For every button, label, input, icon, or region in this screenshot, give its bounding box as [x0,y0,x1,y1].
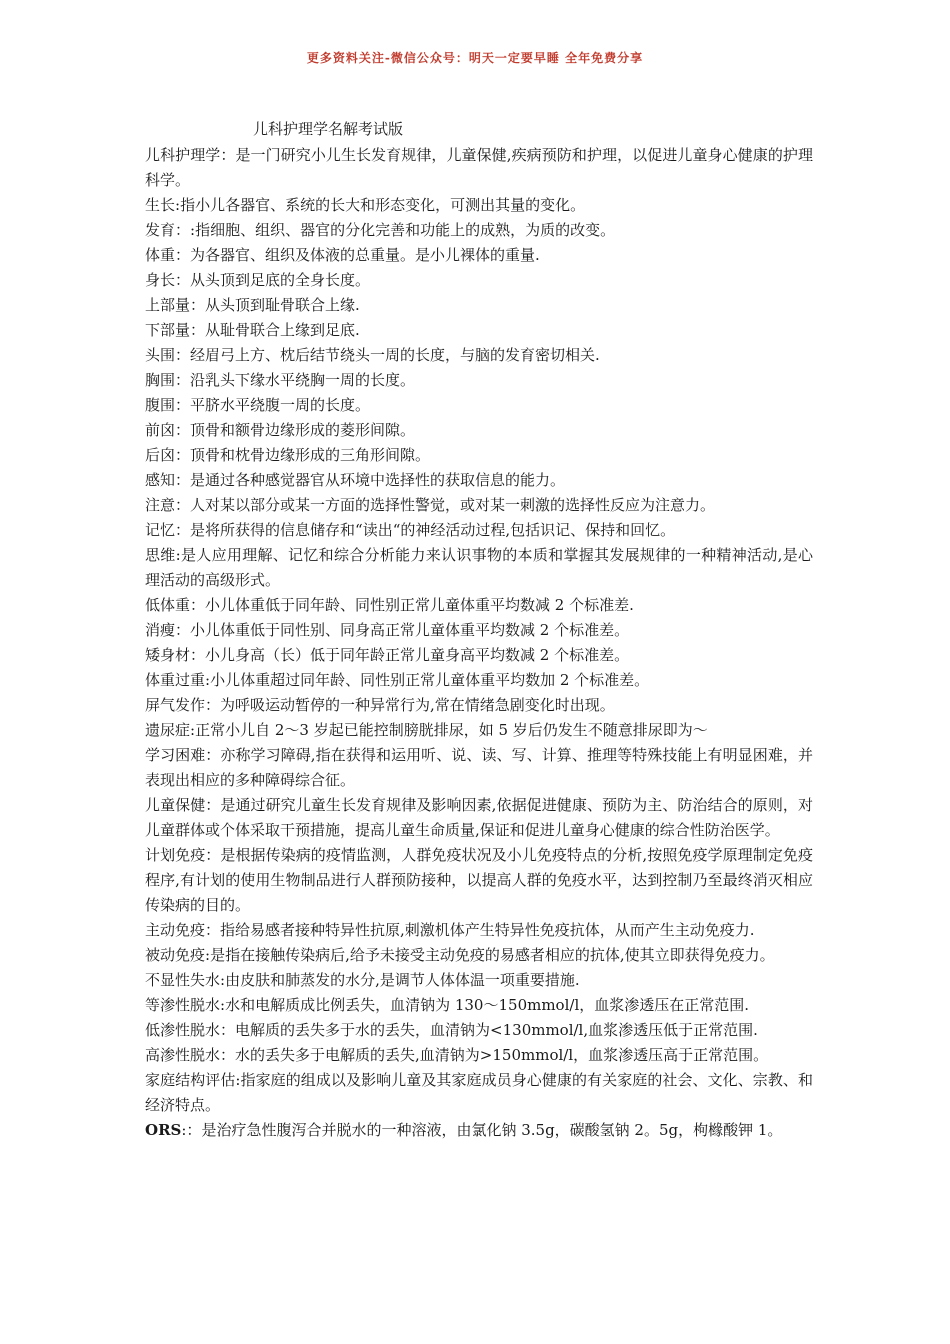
term-separator: ： [205,696,221,714]
definition-term: 身长 [145,271,176,289]
definition-term: 矮身材 [145,646,191,664]
definition-text: 小儿体重低于同年龄、同性别正常儿童体重平均数减 2 个标准差. [205,596,634,614]
definition-entry [145,1118,813,1143]
definition-term: 等渗性脱水 [145,996,221,1014]
definition-entry [145,443,813,468]
definition-text: 是治疗急性腹泻合并脱水的一种溶液，由氯化钠 3.5g，碳酸氢钠 2。5g，枸橼酸钾 1。 [201,1121,783,1139]
definition-entry [145,418,813,443]
definition-entry [145,668,813,693]
definition-term: 注意 [145,496,176,514]
term-separator: ： [175,371,191,389]
definition-entry [145,193,813,218]
top-banner: 更多资料关注-微信公众号：明天一定要早睡 全年免费分享 [306,51,644,65]
definition-text: 指细胞、组织、器官的分化完善和功能上的成熟，为质的改变。 [195,221,616,239]
definition-text: 是指在接触传染病后,给予未接受主动免疫的易感者相应的抗体,使其立即获得免疫力。 [210,946,775,964]
term-separator: ： [220,146,236,164]
definition-entry [145,468,813,493]
term-separator: :： [181,1121,202,1139]
definition-entry [145,393,813,418]
definition-entry [145,318,813,343]
definition-text: 亦称学习障碍,指在获得和运用听、说、读、写、计算、推理等特殊技能上有明显困难，并表现出相应的多种障碍综合征。 [145,746,813,789]
definition-entry [145,368,813,393]
definition-text: 从头顶到足底的全身长度。 [190,271,371,289]
definition-text: 顶骨和额骨边缘形成的菱形间隙。 [190,421,416,439]
definition-entry [145,343,813,368]
definition-text: 为呼吸运动暂停的一种异常行为,常在情绪急剧变化时出现。 [220,696,615,714]
definition-text: 指家庭的组成以及影响儿童及其家庭成员身心健康的有关家庭的社会、文化、宗教、和经济特点。 [145,1071,813,1114]
definition-term: 家庭结构评估 [145,1071,236,1089]
definition-entry [145,268,813,293]
definition-term: 头围 [145,346,176,364]
definition-entry [145,218,813,243]
definition-term: 体重 [145,246,176,264]
term-separator: ： [220,1046,236,1064]
term-separator: ：: [175,221,196,239]
definition-text: 是通过研究儿童生长发育规律及影响因素,依据促进健康、预防为主、防治结合的原则，对儿童群体或个体采取干预措施，提高儿童生命质量,保证和促进儿童身心健康的综合性防治医学。 [145,796,813,839]
definition-text: 是通过各种感觉器官从环境中选择性的获取信息的能力。 [190,471,566,489]
term-separator: : [205,946,211,964]
term-separator: ： [205,921,221,939]
definition-term: 记忆 [145,521,176,539]
term-separator: ： [190,596,206,614]
term-separator: ： [175,621,191,639]
definition-text: 为各器官、组织及体液的总重量。是小儿裸体的重量. [190,246,540,264]
term-separator: ： [205,796,221,814]
definition-entry [145,793,813,843]
definition-text: 正常小儿自 2～3 岁起已能控制膀胱排尿，如 5 岁后仍发生不随意排尿即为～ [195,721,708,739]
term-separator: : [175,546,181,564]
term-separator: ： [175,471,191,489]
definition-text: 指给易感者接种特异性抗原,刺激机体产生特异性免疫抗体，从而产生主动免疫力. [220,921,755,939]
definition-term: 低体重 [145,596,191,614]
definition-term: 被动免疫 [145,946,206,964]
definition-text: 从耻骨联合上缘到足底. [205,321,360,339]
term-separator: ： [205,746,221,764]
definition-entry [145,618,813,643]
definition-entry [145,593,813,618]
definition-text: 是人应用理解、记忆和综合分析能力来认识事物的本质和掌握其发展规律的一种精神活动,是心理活动的高级形式。 [145,546,813,589]
term-separator: : [205,671,211,689]
definition-term: 计划免疫 [145,846,206,864]
document-title: 儿科护理学名解考试版 [253,120,404,138]
definition-term: 前囟 [145,421,176,439]
definition-text: 水的丢失多于电解质的丢失,血清钠为>150mmol/l，血浆渗透压高于正常范围。 [235,1046,769,1064]
term-separator: : [220,971,226,989]
term-separator: : [175,196,181,214]
definition-term: ORS [145,1121,182,1139]
definition-term: 体重过重 [145,671,206,689]
term-separator: ： [190,296,206,314]
definition-entry [145,143,813,193]
definition-term: 上部量 [145,296,191,314]
definition-entry [145,993,813,1018]
definition-term: 后囟 [145,446,176,464]
definition-entry [145,518,813,543]
term-separator: ： [190,321,206,339]
term-separator: : [220,996,226,1014]
definition-term: 腹围 [145,396,176,414]
definition-text: 指小儿各器官、系统的长大和形态变化，可测出其量的变化。 [180,196,586,214]
definition-text: 平脐水平绕腹一周的长度。 [190,396,371,414]
definition-entry [145,968,813,993]
definition-text: 顶骨和枕骨边缘形成的三角形间隙。 [190,446,431,464]
definition-term: 高渗性脱水 [145,1046,221,1064]
definition-text: 经眉弓上方、枕后结节绕头一周的长度，与脑的发育密切相关. [190,346,600,364]
definition-entry [145,243,813,268]
definition-term: 思维 [145,546,176,564]
definition-entry [145,1043,813,1068]
definitions-list [145,143,813,1143]
definition-entry [145,718,813,743]
term-separator: : [235,1071,241,1089]
definition-text: 是根据传染病的疫情监测，人群免疫状况及小儿免疫特点的分析,按照免疫学原理制定免疫程序,有计划的使用生物制品进行人群预防接种，以提高人群的免疫水平，达到控制乃至最终消灭相应传染病的目的。 [145,846,813,914]
definition-term: 发育 [145,221,176,239]
term-separator: ： [175,446,191,464]
term-separator: ： [205,846,221,864]
definition-text: 小儿体重超过同年龄、同性别正常儿童体重平均数加 2 个标准差。 [210,671,650,689]
term-separator: ： [175,246,191,264]
definition-entry [145,843,813,918]
definition-term: 学习困难 [145,746,206,764]
definition-text: 小儿身高（长）低于同年龄正常儿童身高平均数减 2 个标准差。 [205,646,630,664]
definition-term: 下部量 [145,321,191,339]
definition-entry [145,1068,813,1118]
definition-text: 电解质的丢失多于水的丢失，血清钠为<130mmol/l,血浆渗透压低于正常范围. [235,1021,758,1039]
definition-text: 是将所获得的信息储存和“读出“的神经活动过程,包括识记、保持和回忆。 [190,521,676,539]
definition-entry [145,943,813,968]
definition-text: 人对某以部分或某一方面的选择性警觉，或对某一刺激的选择性反应为注意力。 [190,496,716,514]
definition-term: 主动免疫 [145,921,206,939]
definition-term: 屏气发作 [145,696,206,714]
term-separator: ： [175,271,191,289]
definition-term: 消瘦 [145,621,176,639]
definition-entry [145,743,813,793]
term-separator: ： [175,396,191,414]
definition-term: 不显性失水 [145,971,221,989]
definition-text: 是一门研究小儿生长发育规律，儿童保健,疾病预防和护理，以促进儿童身心健康的护理科学。 [145,146,813,189]
definition-entry [145,293,813,318]
term-separator: ： [175,521,191,539]
definition-term: 感知 [145,471,176,489]
term-separator: ： [175,421,191,439]
definition-term: 胸围 [145,371,176,389]
definition-text: 从头顶到耻骨联合上缘. [205,296,360,314]
definition-entry [145,693,813,718]
definition-text: 沿乳头下缘水平绕胸一周的长度。 [190,371,416,389]
definition-entry [145,493,813,518]
definition-term: 低渗性脱水 [145,1021,221,1039]
definition-term: 生长 [145,196,176,214]
term-separator: ： [220,1021,236,1039]
definition-entry [145,543,813,593]
definition-text: 小儿体重低于同性别、同身高正常儿童体重平均数减 2 个标准差。 [190,621,630,639]
term-separator: ： [190,646,206,664]
definition-text: 由皮肤和肺蒸发的水分,是调节人体体温一项重要措施. [225,971,580,989]
definition-entry [145,1018,813,1043]
definition-term: 儿科护理学 [145,146,221,164]
definition-term: 遗尿症 [145,721,191,739]
definition-text: 水和电解质成比例丢失，血清钠为 130～150mmol/l，血浆渗透压在正常范围. [225,996,750,1014]
definition-entry [145,918,813,943]
term-separator: ： [175,496,191,514]
definition-term: 儿童保健 [145,796,206,814]
definition-entry [145,643,813,668]
term-separator: : [190,721,196,739]
term-separator: ： [175,346,191,364]
